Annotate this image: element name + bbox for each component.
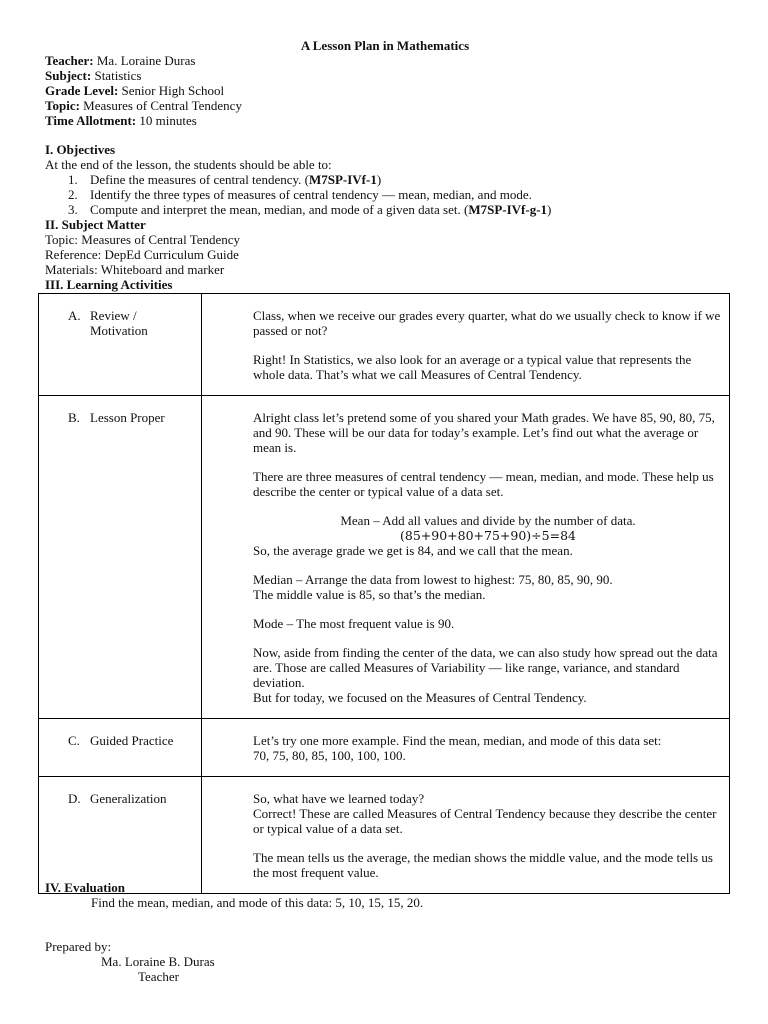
table-row [39,777,730,894]
objective-item: 3. Compute and interpret the mean, median, and mode of a given data set. (M7SP-IVf-g-1) [68,202,552,217]
objective-item: 2. Identify the three types of measures of central tendency — mean, median, and mode. [68,187,532,202]
mean-definition: Mean – Add all values and divide by the number of data. [340,513,636,528]
activity-label-cell: C. Guided Practice [39,719,202,777]
objectives-list [45,172,735,217]
objectives-heading: I. Objectives [45,142,116,157]
prepared-by-label: Prepared by: [45,939,112,954]
activity-content-cell: Let’s try one more example. Find the mean, median, and mode of this data set: 70, 75, 80, 85, 100, 100, 100. [202,719,730,777]
table-row [39,719,730,777]
objectives-intro: At the end of the lesson, the students should be able to: [45,157,332,172]
document-header [45,38,735,292]
learning-activities-heading: III. Learning Activities [45,277,173,292]
subject-matter-heading: II. Subject Matter [45,217,146,232]
preparer-name: Ma. Loraine B. Duras [101,954,215,969]
activity-label: Lesson Proper [90,410,165,425]
meta-teacher: Teacher: Ma. Loraine Duras [45,53,196,68]
meta-topic: Topic: Measures of Central Tendency [45,98,242,113]
evaluation-heading: IV. Evaluation [45,880,125,895]
activity-content-cell: Class, when we receive our grades every quarter, what do we usually check to know if we passed or not? Right! In Statistics, we also look for an average or a typical value that represents the whole data. That’s what we call Measures of Central Tendency. [202,294,730,396]
evaluation-task: Find the mean, median, and mode of this data: 5, 10, 15, 15, 20. [91,895,424,910]
activity-content-cell: Alright class let’s pretend some of you shared your Math grades. We have 85, 90, 80, 75, and 90. These will be our data for today’s example. Let’s find out what the average or mean is. There are three measures of central tendency — mean, median, and mode. These help us describe the center or typical value of a data set. Mean – Add all values and divide by the number of data. (85+90+80+75+90)÷5=84 So, the average grade we get is 84, and we call that the mean. Median – Arrange the data from lowest to highest: 75, 80, 85, 90, 90. The middle value is 85, so that’s the median. Mode – The most frequent value is 90. Now, aside from finding the center of the data, we can also study how spread out the data are. Those are called Measures of Variability — like range, variance, and standard deviation. But for today, we focused on the Measures of Central Tendency. [202,396,730,719]
meta-time-allotment: Time Allotment: 10 minutes [45,113,197,128]
learning-activities-table [38,293,730,894]
activity-label: Review / Motivation [90,308,148,338]
median-definition: Median – Arrange the data from lowest to highest: 75, 80, 85, 90, 90. [253,572,613,587]
activity-label: Generalization [90,791,167,806]
meta-grade-level: Grade Level: Senior High School [45,83,225,98]
subject-matter-topic: Topic: Measures of Central Tendency [45,232,241,247]
preparer-role: Teacher [138,969,179,984]
activity-label-cell: B. Lesson Proper [39,396,202,719]
activity-label-cell: A. Review / Motivation [39,294,202,396]
document-title: A Lesson Plan in Mathematics [300,38,470,53]
mean-formula: (85+90+80+75+90)÷5=84 [400,528,576,543]
subject-matter-materials: Materials: Whiteboard and marker [45,262,225,277]
meta-subject: Subject: Statistics [45,68,142,83]
activity-label: Guided Practice [90,733,174,748]
activity-content-cell: So, what have we learned today? Correct! These are called Measures of Central Tendency because they describe the center or typical value of a data set. The mean tells us the average, the median shows the middle value, and the mode tells us the most frequent value. [202,777,730,894]
table-row [39,294,730,396]
evaluation-section [45,880,735,910]
mode-definition: Mode – The most frequent value is 90. [253,616,455,631]
activity-label-cell: D. Generalization [39,777,202,894]
subject-matter-reference: Reference: DepEd Curriculum Guide [45,247,239,262]
table-row [39,396,730,719]
prepared-by-block [45,939,215,984]
objective-item: 1. Define the measures of central tendency. (M7SP-IVf-1) [68,172,382,187]
